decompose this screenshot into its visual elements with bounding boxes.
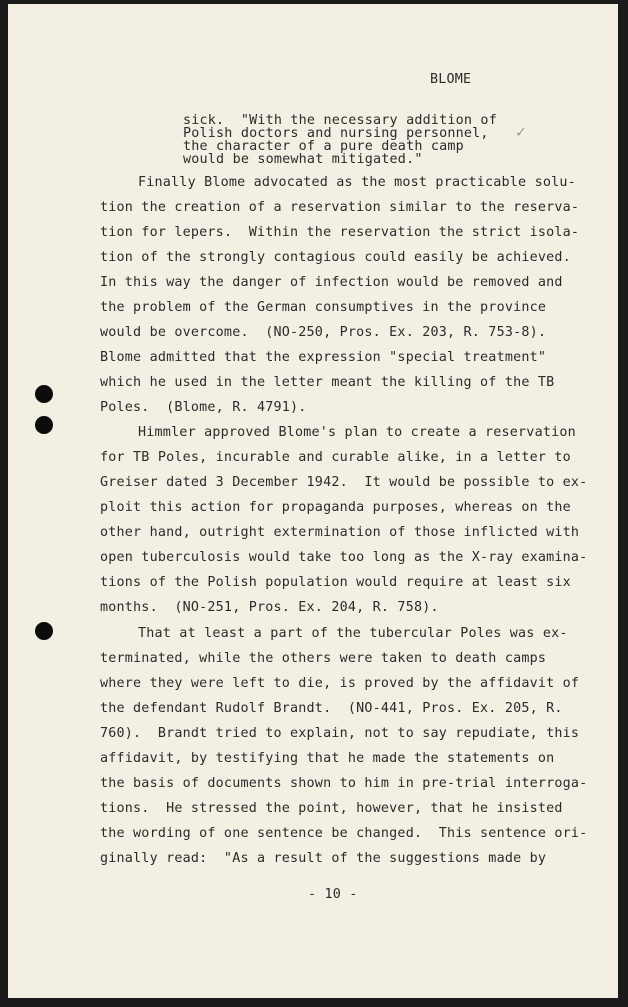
punch-hole (35, 385, 53, 403)
paragraph-line: Finally Blome advocated as the most practicable solu- (138, 175, 576, 190)
paragraph-line: ploit this action for propaganda purposes, whereas on the (100, 500, 571, 515)
paragraph-line: the basis of documents shown to him in pre-trial interroga- (100, 776, 588, 791)
paragraph-line: months. (NO-251, Pros. Ex. 204, R. 758). (100, 600, 439, 615)
paragraph-line: the wording of one sentence be changed. This sentence ori- (100, 826, 588, 841)
document-page (8, 4, 618, 998)
paragraph-line: tions. He stressed the point, however, that he insisted (100, 801, 563, 816)
quote-line: sick. "With the necessary addition of (183, 113, 497, 128)
paragraph-line: the problem of the German consumptives in the province (100, 300, 547, 315)
paragraph-line: for TB Poles, incurable and curable alike, in a letter to (100, 450, 571, 465)
paragraph-line: ginally read: "As a result of the suggestions made by (100, 851, 547, 866)
paragraph-line: tion the creation of a reservation similar to the reserva- (100, 200, 580, 215)
paragraph-line: Blome admitted that the expression "special treatment" (100, 350, 547, 365)
paragraph-line: other hand, outright extermination of those inflicted with (100, 525, 580, 540)
paragraph-line: terminated, while the others were taken to death camps (100, 651, 547, 666)
paragraph-line: 760). Brandt tried to explain, not to say repudiate, this (100, 726, 580, 741)
punch-hole (35, 416, 53, 434)
quote-line: Polish doctors and nursing personnel, (183, 126, 489, 141)
paragraph-line: would be overcome. (NO-250, Pros. Ex. 203, R. 753-8). (100, 325, 547, 340)
page-header-name: BLOME (430, 72, 472, 87)
punch-hole (35, 622, 53, 640)
paragraph-line: which he used in the letter meant the killing of the TB (100, 375, 555, 390)
paragraph-line: Himmler approved Blome's plan to create a reservation (138, 425, 576, 440)
paragraph-line: affidavit, by testifying that he made the statements on (100, 751, 555, 766)
paragraph-line: tion for lepers. Within the reservation the strict isola- (100, 225, 580, 240)
paragraph-line: In this way the danger of infection would be removed and (100, 275, 563, 290)
paragraph-line: Poles. (Blome, R. 4791). (100, 400, 307, 415)
paragraph-line: where they were left to die, is proved by the affidavit of (100, 676, 580, 691)
quote-line: would be somewhat mitigated." (183, 152, 423, 167)
check-mark-icon: ✓ (516, 122, 526, 141)
quote-line: the character of a pure death camp (183, 139, 464, 154)
paragraph-line: tion of the strongly contagious could easily be achieved. (100, 250, 571, 265)
paragraph-line: tions of the Polish population would require at least six (100, 575, 571, 590)
paragraph-line: open tuberculosis would take too long as the X-ray examina- (100, 550, 588, 565)
paragraph-line: That at least a part of the tubercular Poles was ex- (138, 626, 568, 641)
page-number: - 10 - (308, 887, 358, 902)
paragraph-line: Greiser dated 3 December 1942. It would be possible to ex- (100, 475, 588, 490)
paragraph-line: the defendant Rudolf Brandt. (NO-441, Pros. Ex. 205, R. (100, 701, 563, 716)
